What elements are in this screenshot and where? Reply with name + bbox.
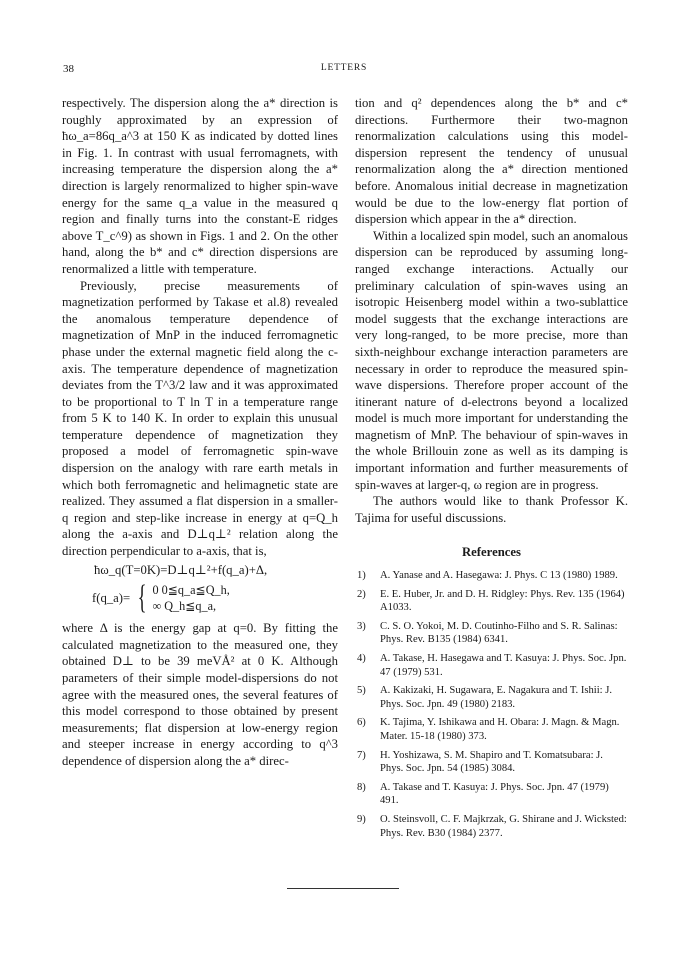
acknowledgement: The authors would like to thank Professor K. Tajima for useful discussions. [355,494,628,525]
reference-number: 1) [357,570,366,582]
reference-number: 3) [357,620,366,632]
reference-item [355,620,628,647]
paragraph: where Δ is the energy gap at q=0. By fitting the calculated magnetization to the measured one, they obtained D⊥ to be 39 meVÅ² at 0 K. Although parameters of their simple model-dispersions do not agree with the measured ones, the several features of this model correspond to those obtained by present measurements; flat dispersion at low-energy region and steeper increase in energy according to q^3 dependence of dispersion along the a* direc- [62,621,338,768]
brace-glyph: { [137,579,147,617]
right-column [355,95,628,845]
reference-number: 5) [357,685,366,697]
footer-rule [287,888,399,889]
reference-number: 8) [357,781,366,793]
reference-number: 4) [357,653,366,664]
page-header [0,63,688,79]
references-heading: References [462,545,521,560]
left-column [62,95,338,770]
equation-dispersion: ħω_q(T=0K)=D⊥q⊥²+f(q_a)+Δ, [94,562,268,577]
reference-text: A. Takase, H. Hasegawa and T. Kasuya: J. Phys. Soc. Jpn. 47 (1979) 531. [380,653,627,678]
reference-number: 2) [357,588,366,600]
equation-lhs: f(q_a)= [92,590,131,605]
equation-case-row: ∞ Q_h≦q_a, [152,599,217,614]
equation-cases [152,582,229,614]
reference-item [355,588,628,615]
reference-item [355,749,628,776]
reference-item [355,569,628,583]
reference-text: H. Yoshizawa, S. M. Shapiro and T. Komatsubara: J. Phys. Soc. Jpn. 54 (1985) 3084. [380,749,603,775]
reference-item [355,652,628,679]
paragraph: Within a localized spin model, such an anomalous dispersion can be reproduced by assuming long-ranged exchange interactions. Actually our preliminary calculation of spin-waves using an isotropic Heisenberg model within a two-sublattice model suggests that the exchange interactions are very long-ranged, to be more precise, more than sixth-neighbour exchange interaction parameters are necessary in order to reproduce the measured spin-wave dispersions. Therefore proper account of the itinerant nature of d-electrons beyond a localized model is much more important for understanding the magnetism of MnP. The behaviour of spin-waves in the whole Brillouin zone as well as its damping is important information and further measurements of spin-waves at larger-q, ω region are in progress. [355,228,628,492]
page-number: 38 [63,63,74,75]
paragraph: tion and q² dependences along the b* and c* directions. Furthermore their two-magnon renormalization calculations using this model-dispersion represent the tendency of unusual renormalization along the a* direction mentioned before. Anomalous initial decrease in magnetization would be due to the low-energy flat portion of dispersion which appear in the a* direction. [355,96,628,227]
equation-case-row: 0 0≦q_a≦Q_h, [152,583,230,598]
paragraph: Previously, precise measurements of magnetization performed by Takase et al.8) revealed the anomalous temperature dependence of magnetization of MnP in the induced ferromagnetic phase under the external magnetic field along the c-axis. The temperature dependence of magnetization deviates from the T^3/2 law and it was approximated to be proportional to T ln T in a temperature range from 5 K to 140 K. In order to explain this unusual temperature dependence of magnetization they proposed a model of ferromagnetic spin-wave dispersion on the analogy with rare earth metals in which both ferromagnetic and helimagnetic state are realized. They assumed a flat dispersion in a smaller-q region and step-like increase in energy at q=Q_h along the a-axis and D⊥q⊥² relation along the direction perpendicular to a-axis, that is, [62,278,338,559]
reference-text: E. E. Huber, Jr. and D. H. Ridgley: Phys. Rev. 135 (1964) A1033. [380,588,625,614]
reference-item [355,684,628,711]
reference-text: C. S. O. Yokoi, M. D. Coutinho-Filho and S. R. Salinas: Phys. Rev. B135 (1984) 6341. [380,620,618,646]
reference-item [355,813,628,840]
reference-text: K. Tajima, Y. Ishikawa and H. Obara: J. Magn. & Magn. Mater. 15-18 (1980) 373. [380,717,620,742]
reference-text: A. Takase and T. Kasuya: J. Phys. Soc. Jpn. 47 (1979) 491. [380,781,609,807]
reference-text: A. Kakizaki, H. Sugawara, E. Nagakura and T. Ishii: J. Phys. Soc. Jpn. 49 (1980) 2183. [380,685,613,710]
reference-item [355,781,628,808]
paragraph: respectively. The dispersion along the a* direction is roughly approximated by an expression of ħω_a=86q_a^3 at 150 K as indicated by dotted lines in Fig. 1. In contrast with usual ferromagnets, with increasing temperature the dispersion along the a* direction is largely renormalized to higher spin-wave energy for the same q_a value in the measured q region and finally turns into the constant-E ridges above T_c^9) as shown in Figs. 1 and 2. On the other hand, along the b* and c* direction dispersions are renormalized a little with temperature. [62,96,338,276]
reference-item [355,716,628,743]
reference-number: 7) [357,749,366,761]
reference-number: 6) [357,717,366,729]
reference-text: A. Yanase and A. Hasegawa: J. Phys. C 13 (1980) 1989. [380,570,618,582]
reference-number: 9) [357,813,366,825]
running-title: LETTERS [320,63,368,73]
references-list [355,569,628,840]
equation-piecewise [62,580,338,616]
reference-text: O. Steinsvoll, C. F. Majkrzak, G. Shirane and J. Wicksted: Phys. Rev. B30 (1984) 2377. [380,813,627,839]
